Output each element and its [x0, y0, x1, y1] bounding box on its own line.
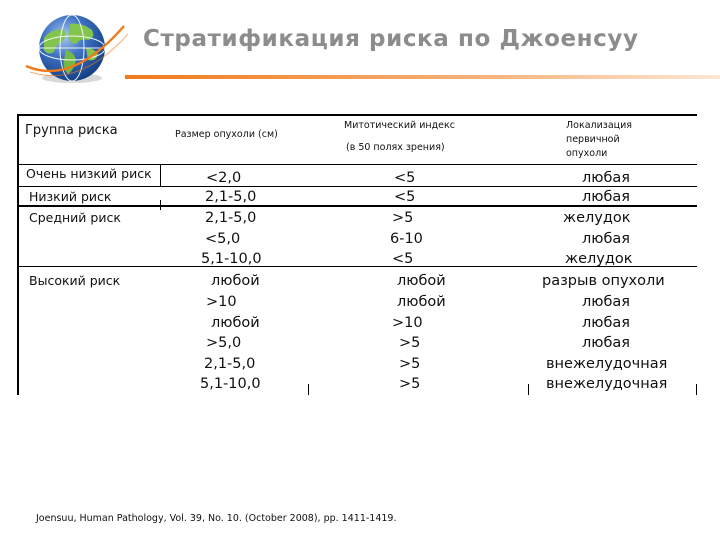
- table-cell-mitotic: любой: [397, 294, 446, 310]
- table-cell-mitotic: >5: [399, 376, 421, 392]
- table-cell-size: 2,1-5,0: [205, 210, 257, 226]
- group-col-divider-2: [160, 200, 161, 210]
- table-cell-size: 5,1-10,0: [201, 251, 262, 267]
- table-cell-mitotic: >5: [399, 335, 421, 351]
- header-tumor-size: Размер опухоли (см): [175, 129, 278, 140]
- header-risk-group: Группа риска: [25, 123, 118, 138]
- table-cell-location: внежелудочная: [546, 376, 668, 392]
- globe-logo-icon: [20, 8, 132, 90]
- header-location-tumor: опухоли: [566, 148, 608, 159]
- table-left-border: [17, 114, 19, 395]
- table-cell-location: разрыв опухоли: [542, 273, 665, 289]
- table-top-border: [17, 114, 697, 116]
- table-cell-mitotic: >5: [399, 356, 421, 372]
- table-cell-size: любой: [211, 273, 260, 289]
- table-cell-location: любая: [582, 189, 631, 205]
- table-cell-size: любой: [211, 315, 260, 331]
- header-mitotic-fields: (в 50 полях зрения): [346, 142, 445, 153]
- header-location: Локализация: [566, 120, 632, 131]
- table-cell-mitotic: >5: [392, 210, 414, 226]
- table-cell-mitotic: >10: [392, 315, 423, 331]
- table-cell-mitotic: любой: [397, 273, 446, 289]
- reference-citation: Joensuu, Human Pathology, Vol. 39, No. 10. (October 2008), pp. 1411-1419.: [36, 513, 397, 524]
- table-cell-size: <2,0: [206, 170, 242, 186]
- table-cell-location: желудок: [565, 251, 633, 267]
- table-cell-location: любая: [582, 335, 631, 351]
- table-cell-location: любая: [582, 294, 631, 310]
- table-cell-location: любая: [582, 170, 631, 186]
- table-cell-size: <5,0: [205, 231, 241, 247]
- column-tick-right: [696, 384, 697, 395]
- table-cell-size: 5,1-10,0: [200, 376, 261, 392]
- table-cell-location: желудок: [563, 210, 631, 226]
- group-label-low: Низкий риск: [29, 189, 112, 204]
- table-cell-mitotic: <5: [394, 189, 416, 205]
- table-cell-location: любая: [582, 231, 631, 247]
- table-cell-mitotic: <5: [392, 251, 414, 267]
- group-label-very-low: Очень низкий риск: [26, 166, 152, 181]
- table-cell-mitotic: 6-10: [390, 231, 423, 247]
- column-tick-location: [528, 384, 529, 395]
- title-underline: [125, 75, 720, 79]
- header-mitotic-index: Митотический индекс: [344, 120, 455, 131]
- table-cell-size: 2,1-5,0: [204, 356, 256, 372]
- page-title: Стратификация риска по Джоенсуу: [143, 26, 639, 52]
- table-cell-mitotic: <5: [394, 170, 416, 186]
- header-location-primary: первичной: [566, 134, 620, 145]
- column-tick-mitotic: [308, 384, 309, 395]
- table-cell-size: >5,0: [206, 335, 242, 351]
- group-col-divider-1: [160, 164, 161, 187]
- table-cell-location: любая: [582, 315, 631, 331]
- table-cell-location: внежелудочная: [546, 356, 668, 372]
- table-cell-size: 2,1-5,0: [205, 189, 257, 205]
- table-header-divider: [17, 164, 697, 165]
- group-label-high: Высокий риск: [29, 273, 121, 288]
- table-cell-size: >10: [206, 294, 237, 310]
- group-label-intermediate: Средний риск: [29, 210, 121, 225]
